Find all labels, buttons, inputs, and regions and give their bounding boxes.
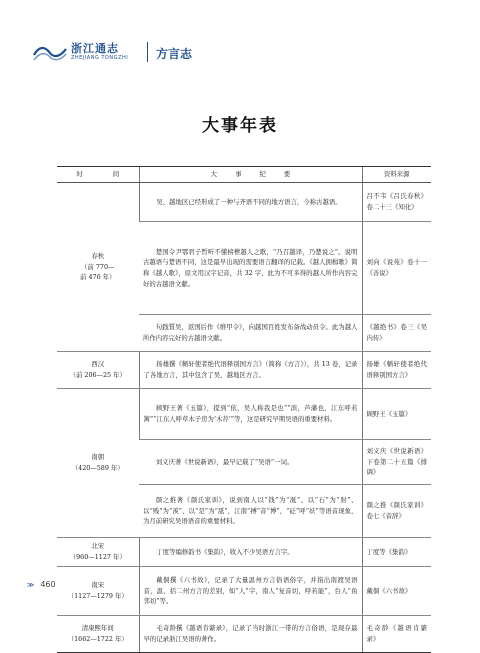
table-row [57, 183, 431, 222]
table-row [57, 389, 431, 440]
header-divider [147, 42, 148, 62]
table-row [57, 616, 431, 653]
event-cell: 毛奇龄撰《越语肯綮录》，记录了当时浙江一带的方言俗语，是现存最早的记录浙江吴语的著作。 [139, 616, 362, 653]
period-cell-nansong: 南宋 （1127—1279 年） [57, 567, 139, 616]
source-cell: 刘向《说苑》卷十一《善说》 [362, 222, 431, 315]
table-row [57, 352, 431, 389]
table-row [57, 567, 431, 616]
period-cell-nanchao: 南朝 （420—589 年） [57, 389, 139, 538]
wave-logo-icon [33, 42, 67, 62]
source-cell: 吕不韦《吕氏春秋》卷二十三《知化》 [362, 183, 431, 222]
event-cell: 刘义庆著《世说新语》，最早记载了“吴语”一词。 [139, 440, 362, 485]
section-title: 方言志 [156, 47, 193, 61]
source-cell: 戴侗《六书故》 [362, 567, 431, 616]
page-footer [27, 580, 56, 589]
source-cell: 顾野王《玉篇》 [362, 389, 431, 440]
column-header-time: 时 间 [57, 167, 139, 183]
event-cell: 颜之推著《颜氏家训》，说到南人以“钱”为“涎”、以“石”为“射”、以“贱”为“羡”、以“是”为“舐”，江南“搏”音“博”，“砭”呼“妖”等语音现象，为月前研究吴语语音的重要材料。 [139, 485, 362, 538]
source-cell: 《越绝书》卷三《吴内传》 [362, 315, 431, 352]
period-cell-xihan: 西汉 （前 206—25 年） [57, 352, 139, 389]
period-cell-qing: 清康熙年间 （1662—1722 年） [57, 616, 139, 653]
source-cell: 丁度等《集韵》 [362, 538, 431, 567]
table-row [57, 538, 431, 567]
event-cell: 吴、越地区已经形成了一种与齐语不同的地方语言，今称古越语。 [139, 183, 362, 222]
page-number: 460 [40, 580, 56, 589]
event-cell: 戴侗撰《六书故》，记录了大量温州方言俗语俗字，并指出南渡吴语音，温、括二州方言的差别，如“人”字，南人“复音切，呼若能”，台人“鱼邻切”等。 [139, 567, 362, 616]
logo-title: 浙江通志 [71, 42, 119, 55]
column-header-events: 大 事 纪 要 [139, 167, 362, 183]
logo-subtitle: ZHEJIANG TONGZHI [71, 55, 129, 61]
page-title: 大事年表 [202, 116, 278, 136]
source-cell: 刘义庆《世说新语》下卷第二十五篇《排调》 [362, 440, 431, 485]
source-cell: 扬雄《輶轩使者绝代语释别国方言》 [362, 352, 431, 389]
event-cell: 楚国令尹鄂君子晳听不懂榜枻越人之歌，“乃召越译，乃楚说之”。说明古越语与楚语不同，这是最早出现的需要语言翻译的记载。《越人拥楫歌》简称《越人歌》，原文用汉字记音，共 32 字，此为不可多得的越人所作内容完好的古越语文献。 [139, 222, 362, 315]
event-cell: 扬雄撰《輶轩使者绝代语释别国方言》（简称《方言》），共 13 卷，记录了各地方言，其中包含了吴、越地区方言。 [139, 352, 362, 389]
event-cell: 丁度等编修韵书《集韵》，收入不少吴语方言字。 [139, 538, 362, 567]
event-cell: 句践質吴，返国后作《维甲令》，向越国百姓发布备战动员令。此为越人所作内容完好的古越语文献。 [139, 315, 362, 352]
source-cell: 颜之推《颜氏家训》卷七《音辞》 [362, 485, 431, 538]
page-marker-icon: ≫ [27, 580, 35, 589]
chronology-table [57, 166, 431, 653]
period-cell-chunqiu: 春秋 （前 770— 前 476 年） [57, 183, 139, 352]
table-header-row [57, 167, 431, 183]
event-cell: 顾野王著《玉篇》，提到“依，吴人称我是也”“滨，芦藩也，江东呼若篱”“江东人呼草木子房为‘木荐’”等，这是研究早期吴语的重要材料。 [139, 389, 362, 440]
column-header-sources: 资料来源 [362, 167, 431, 183]
period-cell-beisong: 北宋 （960—1127 年） [57, 538, 139, 567]
source-cell: 毛奇龄《越语肯綮录》 [362, 616, 431, 653]
